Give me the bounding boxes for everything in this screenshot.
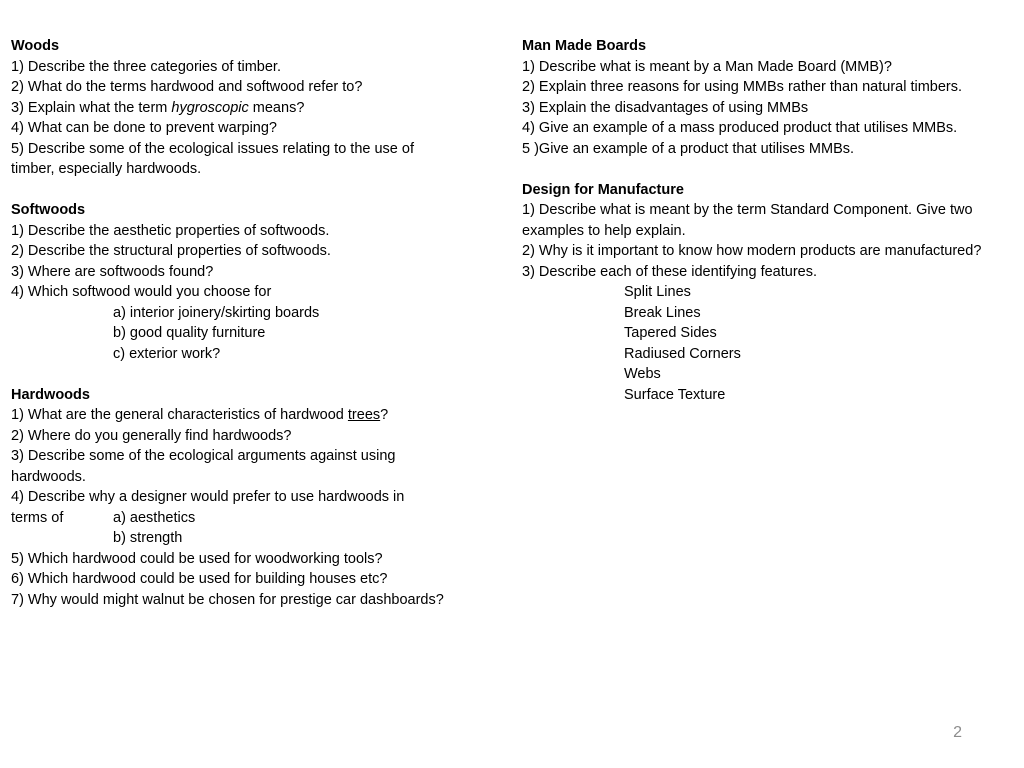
woods-question-3-term: hygroscopic — [171, 99, 249, 116]
softwoods-question-4b: b) good quality furniture — [113, 325, 266, 341]
woods-question-2: 2) What do the terms hardwood and softwood refer to? — [11, 79, 363, 95]
dfm-feature-break-lines: Break Lines — [624, 304, 701, 321]
woods-question-3 — [11, 98, 451, 119]
left-column — [11, 36, 451, 610]
softwoods-question-4a: a) interior joinery/skirting boards — [113, 304, 320, 321]
dfm-heading: Design for Manufacture — [522, 181, 684, 198]
dfm-question-1: 1) Describe what is meant by the term Standard Component. Give two examples to help explain. — [522, 202, 973, 239]
hardwoods-question-5: 5) Which hardwood could be used for woodworking tools? — [11, 550, 383, 567]
spacer — [11, 180, 451, 201]
woods-question-3-post: means? — [248, 99, 305, 116]
softwoods-question-1: 1) Describe the aesthetic properties of softwoods. — [11, 222, 330, 239]
hardwoods-question-1-term: trees — [347, 407, 381, 423]
dfm-feature-split-lines: Split Lines — [624, 284, 691, 300]
softwoods-question-2: 2) Describe the structural properties of softwoods. — [11, 243, 331, 259]
mmb-heading: Man Made Boards — [522, 38, 647, 54]
dfm-feature-radiused-corners: Radiused Corners — [624, 345, 741, 362]
right-column — [522, 36, 997, 405]
mmb-question-4: 4) Give an example of a mass produced product that utilises MMBs. — [522, 120, 958, 136]
hardwoods-question-4b: b) strength — [113, 530, 183, 546]
woods-heading: Woods — [11, 38, 60, 54]
hardwoods-question-4-terms — [11, 508, 451, 529]
hardwoods-question-7: 7) Why would might walnut be chosen for prestige car dashboards? — [11, 591, 444, 608]
hardwoods-question-1 — [11, 405, 451, 426]
hardwoods-question-4: 4) Describe why a designer would prefer to use hardwoods in — [11, 489, 405, 505]
spacer — [11, 364, 451, 385]
woods-question-3-pre: 3) Explain what the term — [11, 99, 172, 116]
hardwoods-heading: Hardwoods — [11, 386, 90, 403]
hardwoods-terms-of: terms of — [11, 509, 64, 526]
mmb-question-1: 1) Describe what is meant by a Man Made Board (MMB)? — [522, 58, 892, 75]
dfm-feature-webs: Webs — [624, 366, 661, 382]
hardwoods-question-1-post: ? — [380, 407, 389, 423]
hardwoods-question-6: 6) Which hardwood could be used for building houses etc? — [11, 571, 388, 587]
dfm-feature-surface-texture: Surface Texture — [624, 386, 726, 403]
hardwoods-question-4a: a) aesthetics — [113, 509, 196, 526]
hardwoods-question-3: 3) Describe some of the ecological arguments against using hardwoods. — [11, 448, 396, 485]
dfm-question-3: 3) Describe each of these identifying features. — [522, 263, 817, 280]
dfm-question-2: 2) Why is it important to know how modern products are manufactured? — [522, 243, 982, 259]
mmb-question-5: 5 )Give an example of a product that utilises MMBs. — [522, 140, 855, 157]
mmb-question-2: 2) Explain three reasons for using MMBs rather than natural timbers. — [522, 79, 963, 95]
hardwoods-question-1-pre: 1) What are the general characteristics of hardwood — [11, 407, 348, 423]
softwoods-heading: Softwoods — [11, 202, 86, 218]
woods-question-5: 5) Describe some of the ecological issues relating to the use of timber, especially hardwoods. — [11, 140, 414, 177]
spacer — [522, 159, 997, 180]
softwoods-question-3: 3) Where are softwoods found? — [11, 263, 214, 280]
woods-question-1: 1) Describe the three categories of timber. — [11, 58, 281, 75]
dfm-feature-tapered-sides: Tapered Sides — [624, 325, 717, 341]
mmb-question-3: 3) Explain the disadvantages of using MMBs — [522, 99, 809, 116]
softwoods-question-4c: c) exterior work? — [113, 345, 221, 362]
page-number: 2 — [953, 724, 962, 741]
softwoods-question-4: 4) Which softwood would you choose for — [11, 284, 272, 300]
woods-question-4: 4) What can be done to prevent warping? — [11, 120, 277, 136]
hardwoods-question-2: 2) Where do you generally find hardwoods? — [11, 427, 292, 444]
